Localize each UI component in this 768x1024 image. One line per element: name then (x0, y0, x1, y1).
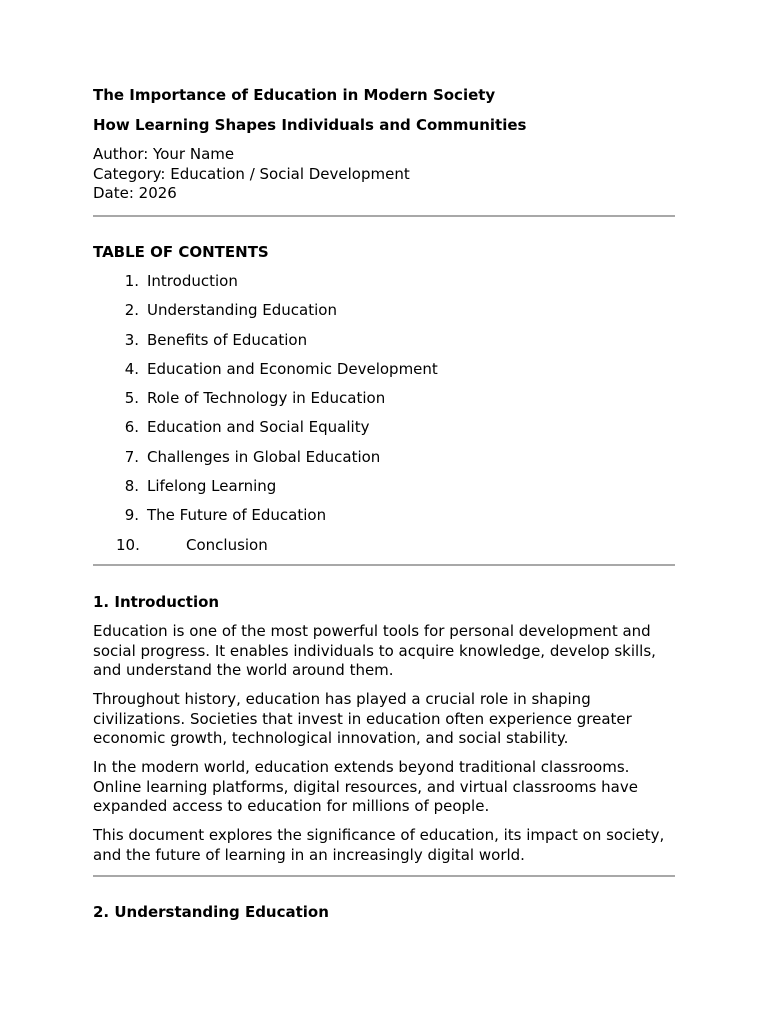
toc-item (93, 418, 675, 438)
toc-item-label: Lifelong Learning (147, 477, 277, 496)
author-line: Author: Your Name (93, 145, 235, 163)
toc-item (93, 272, 675, 292)
toc-item-label: Benefits of Education (147, 330, 308, 349)
toc-item-label: The Future of Education (147, 506, 327, 525)
toc-item (93, 360, 675, 380)
section-heading: 1. Introduction (93, 592, 220, 611)
paragraph: Throughout history, education has played a crucial role in shaping civilizations. Societies that invest in education often experience greater economic growth, technological innovation, and social stability. (93, 690, 632, 748)
divider (93, 875, 675, 877)
paragraph: This document explores the significance of education, its impact on society, and the future of learning in an increasingly digital world. (93, 826, 665, 864)
toc-item (93, 536, 675, 556)
toc-item-number: 7. (124, 447, 139, 466)
toc-item-label: Education and Economic Development (147, 359, 438, 378)
toc-item (93, 389, 675, 409)
toc-item-label: Role of Technology in Education (147, 389, 386, 408)
toc-item-number: 6. (124, 418, 139, 437)
category-line: Category: Education / Social Development (93, 164, 410, 183)
toc-item-label: Conclusion (186, 535, 268, 554)
date-line: Date: 2026 (93, 184, 177, 202)
toc-item (93, 477, 675, 497)
toc-item-number: 2. (124, 301, 139, 320)
toc-item-number: 5. (124, 389, 139, 408)
paragraph: Education is one of the most powerful tools for personal development and social progress. It enables individuals to acquire knowledge, develop skills, and understand the world around them. (93, 622, 656, 680)
section-heading: 2. Understanding Education (93, 903, 329, 922)
toc-item-label: Introduction (147, 272, 238, 290)
toc-item-number: 3. (124, 330, 139, 349)
divider (93, 215, 675, 217)
paragraph: In the modern world, education extends beyond traditional classrooms. Online learning platforms, digital resources, and virtual classrooms have expanded access to education for millions of people. (93, 758, 638, 816)
document-subtitle: How Learning Shapes Individuals and Communities (93, 115, 527, 134)
toc-item (93, 331, 675, 351)
toc-item-number: 8. (124, 477, 139, 496)
toc-item-number: 1. (124, 272, 139, 290)
toc-item (93, 448, 675, 468)
toc-item-label: Challenges in Global Education (147, 447, 381, 466)
toc-item-label: Understanding Education (147, 301, 337, 320)
divider (93, 564, 675, 566)
toc-item-label: Education and Social Equality (147, 418, 370, 437)
toc-list (93, 272, 675, 555)
toc-item-number: 10. (116, 535, 140, 554)
document-title: The Importance of Education in Modern Society (93, 86, 496, 104)
toc-item-number: 4. (124, 359, 139, 378)
toc-heading: TABLE OF CONTENTS (93, 242, 269, 261)
toc-item (93, 506, 675, 526)
toc-item-number: 9. (124, 506, 139, 525)
toc-item (93, 301, 675, 321)
